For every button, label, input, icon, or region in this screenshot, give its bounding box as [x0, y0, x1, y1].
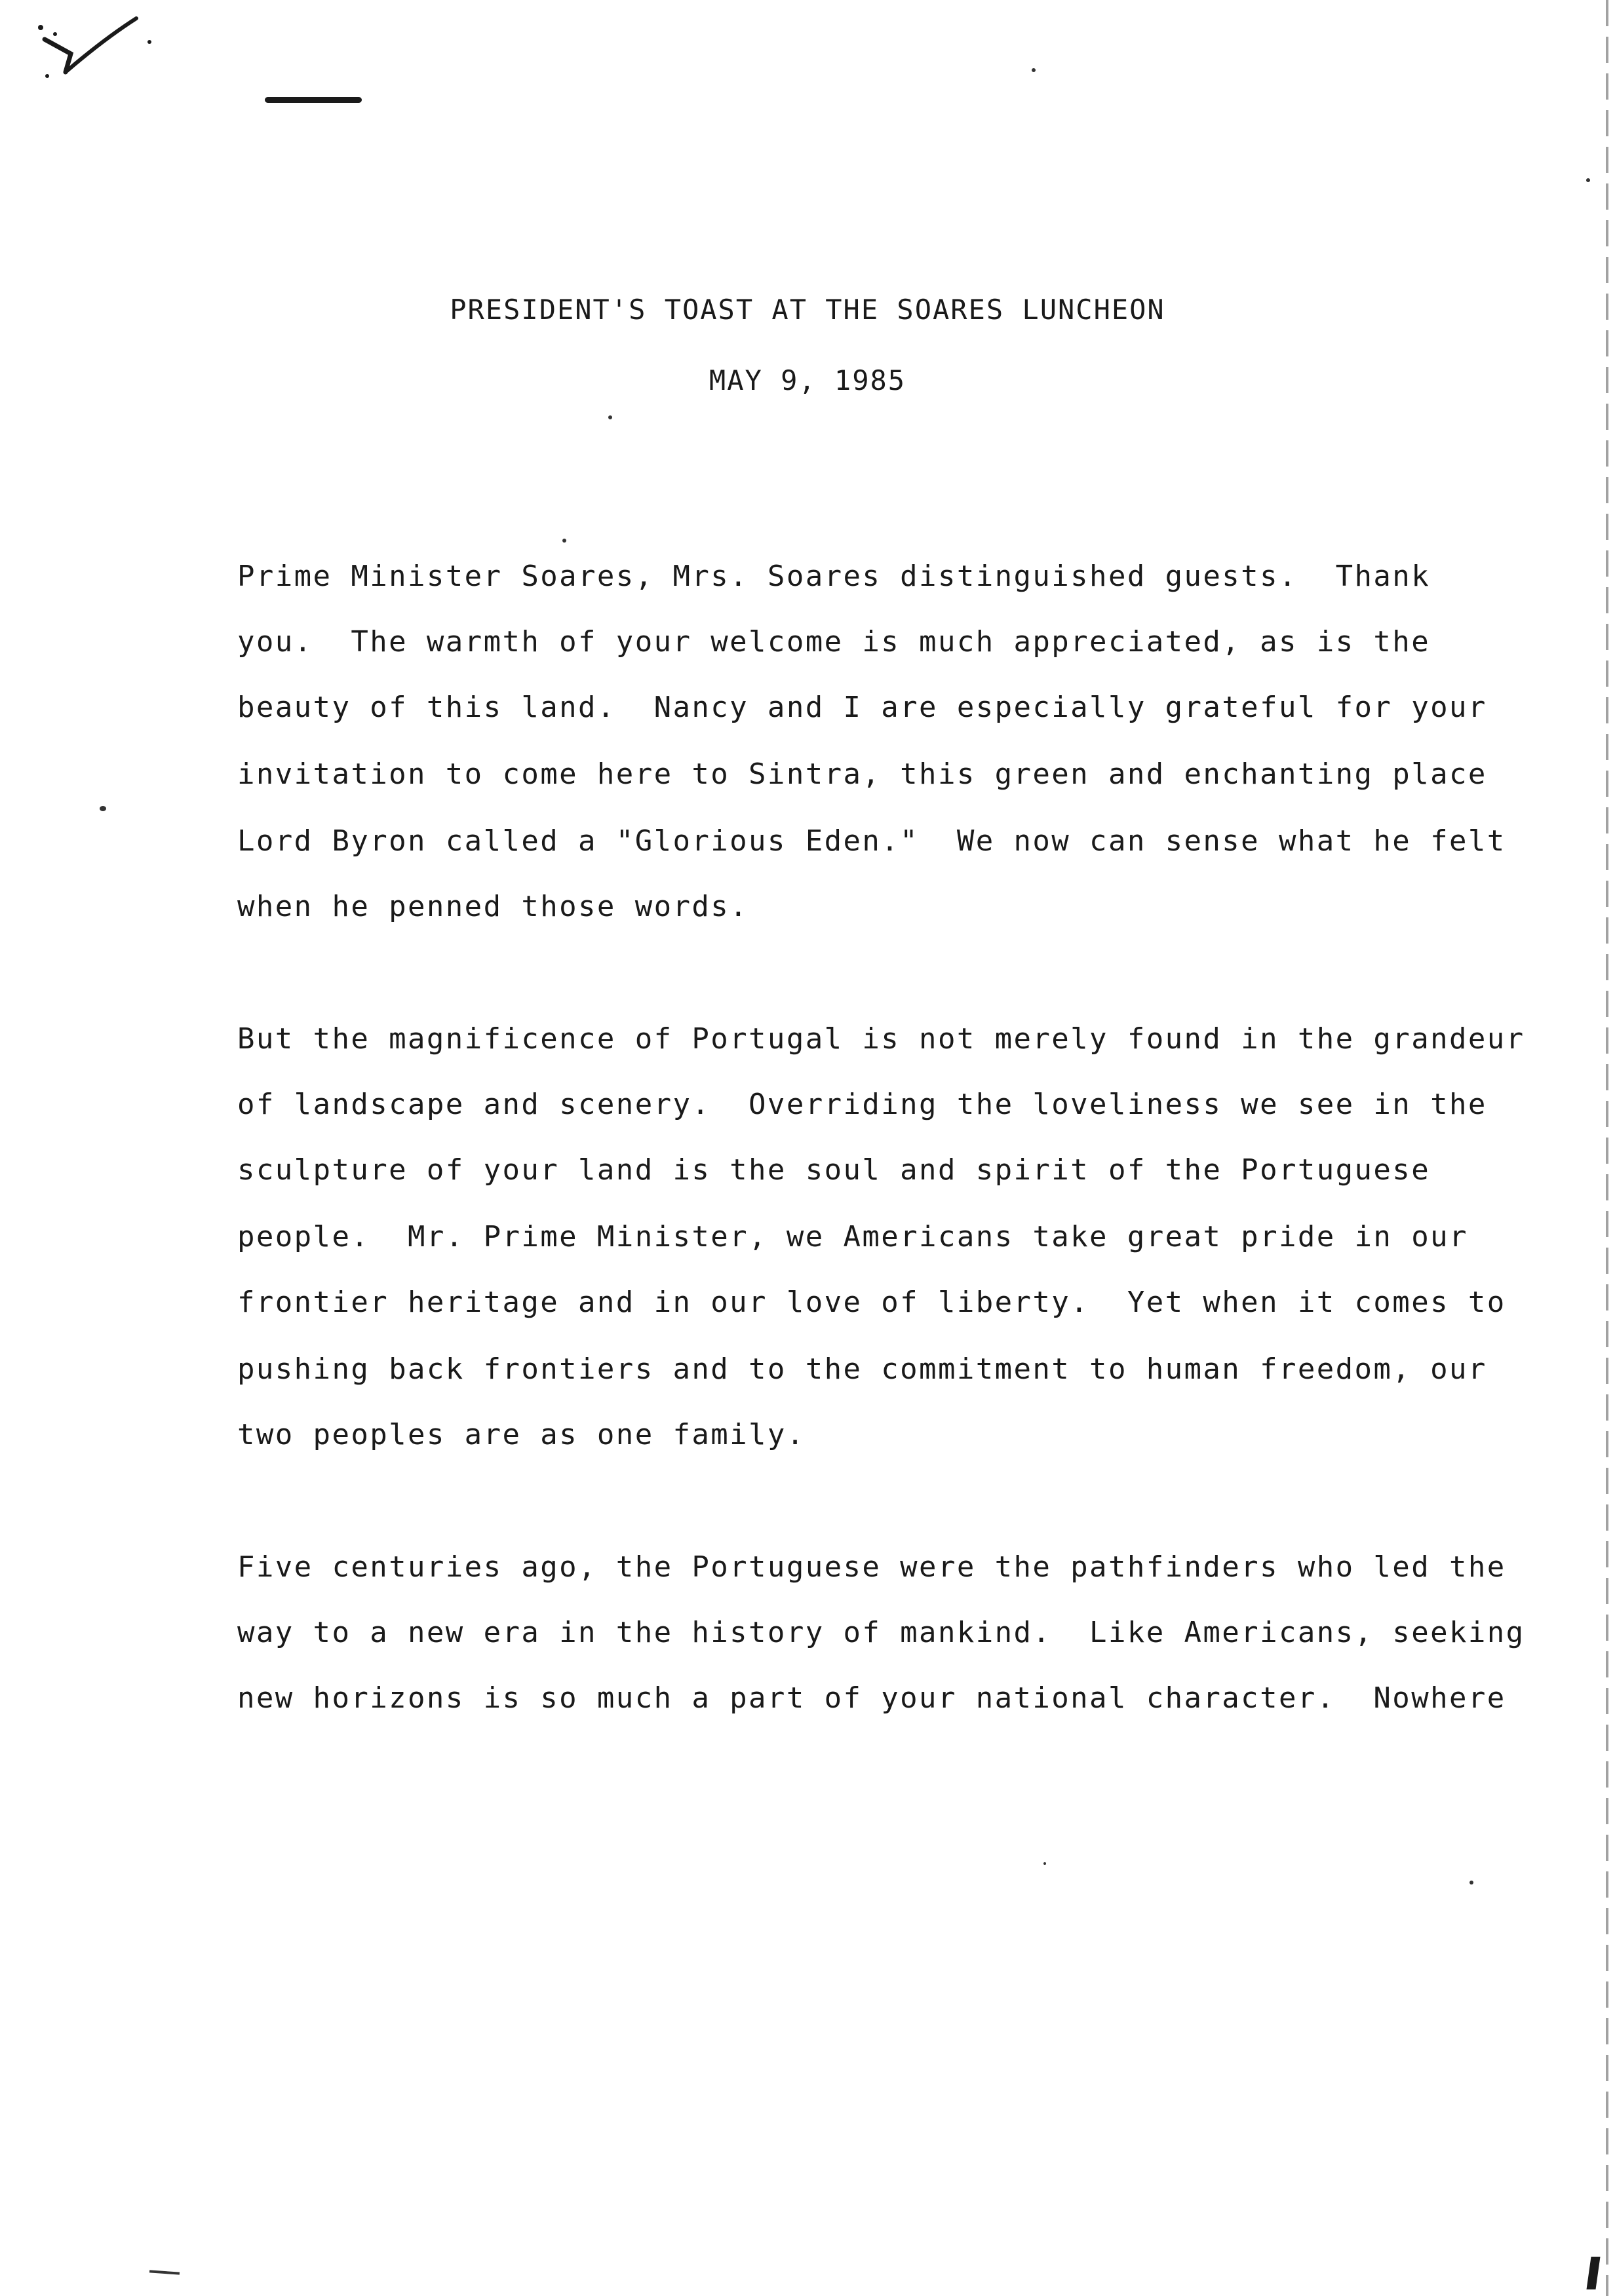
scan-mark-bottom-left: [149, 2270, 180, 2274]
paragraph-1-line-6: when he penned those words.: [237, 890, 749, 923]
document-title: PRESIDENT'S TOAST AT THE SOARES LUNCHEON: [450, 294, 1165, 326]
paragraph-1-line-3: beauty of this land. Nancy and I are especially grateful for your: [237, 691, 1487, 724]
paragraph-3-line-2: way to a new era in the history of mankind. Like Americans, seeking: [237, 1616, 1525, 1649]
paragraph-3-line-3: new horizons is so much a part of your national character. Nowhere: [237, 1681, 1506, 1715]
paragraph-2-line-4: people. Mr. Prime Minister, we Americans take great pride in our: [237, 1220, 1468, 1253]
handwritten-check-mark: [31, 13, 163, 85]
paragraph-2-line-7: two peoples are as one family.: [237, 1418, 806, 1451]
paragraph-2-line-6: pushing back frontiers and to the commitment to human freedom, our: [237, 1352, 1487, 1386]
paragraph-1-line-4: invitation to come here to Sintra, this green and enchanting place: [237, 757, 1487, 791]
paragraph-2-line-5: frontier heritage and in our love of liberty. Yet when it comes to: [237, 1286, 1506, 1319]
document-date: MAY 9, 1985: [709, 364, 906, 396]
scan-speck: [1043, 1862, 1046, 1865]
paragraph-3-line-1: Five centuries ago, the Portuguese were the pathfinders who led the: [237, 1550, 1506, 1584]
paragraph-1-line-1: Prime Minister Soares, Mrs. Soares distinguished guests. Thank: [237, 560, 1431, 593]
scan-edge-line: [1606, 0, 1608, 2296]
paragraph-2-line-2: of landscape and scenery. Overriding the loveliness we see in the: [237, 1088, 1487, 1121]
scan-speck: [608, 415, 612, 419]
scan-speck: [100, 806, 106, 811]
scan-mark-bottom-right: [1586, 2257, 1600, 2289]
scan-speck: [1586, 178, 1590, 182]
paragraph-1-line-5: Lord Byron called a "Glorious Eden." We now can sense what he felt: [237, 824, 1506, 858]
paragraph-2-line-3: sculpture of your land is the soul and spirit of the Portuguese: [237, 1153, 1431, 1187]
paragraph-1-line-2: you. The warmth of your welcome is much appreciated, as is the: [237, 625, 1431, 659]
scan-speck: [562, 539, 566, 543]
paragraph-2-line-1: But the magnificence of Portugal is not merely found in the grandeur: [237, 1022, 1525, 1056]
scan-speck: [1032, 68, 1036, 72]
handwritten-dash-mark: [265, 97, 362, 103]
scan-speck: [1469, 1881, 1473, 1885]
